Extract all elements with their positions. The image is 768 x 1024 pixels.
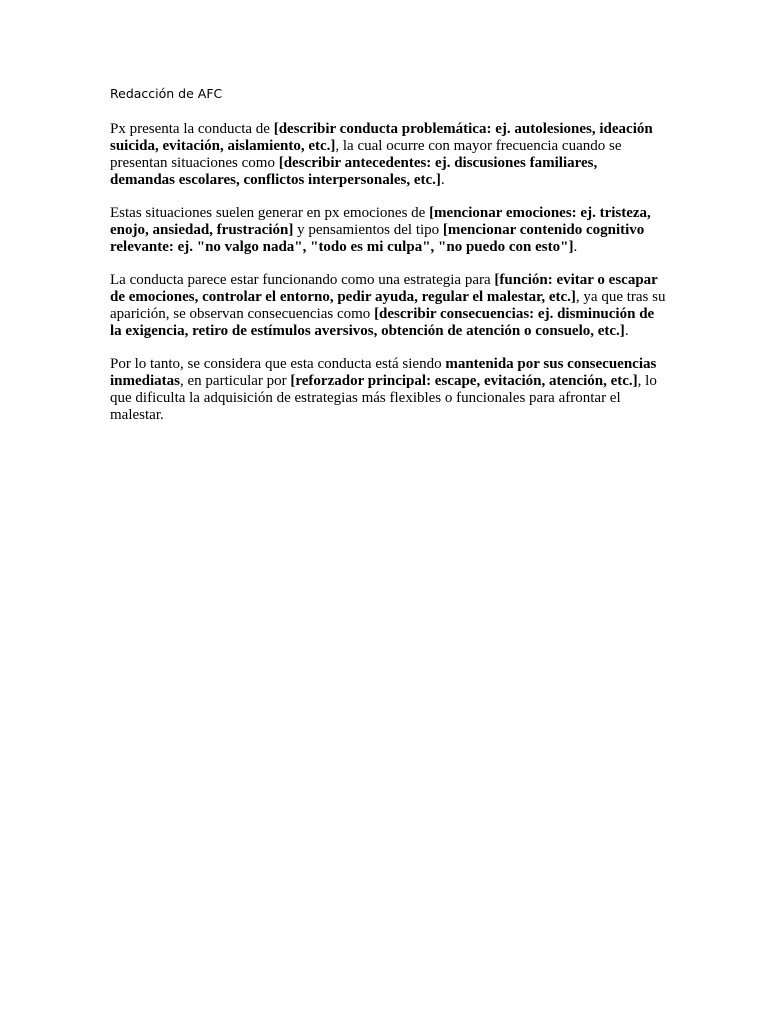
text-segment: , lo que dificulta la adquisición de estrategias más flexibles o funcionales para afrontar el malestar. xyxy=(110,373,657,423)
document-body xyxy=(110,121,666,440)
text-segment: , la cual ocurre con mayor frecuencia cuando se presentan situaciones como xyxy=(110,138,622,171)
paragraph-emotions xyxy=(110,205,666,256)
paragraph-conclusion xyxy=(110,356,666,424)
text-segment: Por lo tanto, se considera que esta conducta está siendo xyxy=(110,356,446,372)
bold-segment: [describir antecedentes: ej. discusiones familiares, demandas escolares, conflictos interpersonales, etc.] xyxy=(110,155,598,188)
bold-segment: [función: evitar o escapar de emociones, controlar el entorno, pedir ayuda, regular el malestar, etc.] xyxy=(110,272,658,305)
text-segment: Estas situaciones suelen generar en px emociones de xyxy=(110,205,430,221)
text-segment: La conducta parece estar funcionando como una estrategia para xyxy=(110,272,495,288)
text-segment: y pensamientos del tipo xyxy=(293,222,443,238)
text-segment: . xyxy=(624,323,629,339)
bold-segment: mantenida por sus consecuencias inmediatas xyxy=(110,356,657,389)
text-segment: Px presenta la conducta de xyxy=(110,121,274,137)
text-segment: . xyxy=(573,239,578,255)
paragraph-behavior xyxy=(110,121,666,189)
bold-segment: [mencionar contenido cognitivo relevante: ej. "no valgo nada", "todo es mi culpa", "no puedo con esto"] xyxy=(110,222,645,255)
text-segment: , en particular por xyxy=(180,373,291,389)
text-segment: , ya que tras su aparición, se observan consecuencias como xyxy=(110,289,666,322)
text-segment: . xyxy=(440,172,445,188)
bold-segment: [describir consecuencias: ej. disminución de la exigencia, retiro de estímulos aversivos, obtención de atención o consuelo, etc.] xyxy=(110,306,655,339)
bold-segment: [reforzador principal: escape, evitación, atención, etc.] xyxy=(290,373,638,389)
document-heading: Redacción de AFC xyxy=(110,86,223,101)
bold-segment: [mencionar emociones: ej. tristeza, enojo, ansiedad, frustración] xyxy=(110,205,651,238)
bold-segment: [describir conducta problemática: ej. autolesiones, ideación suicida, evitación, aislamiento, etc.] xyxy=(110,121,653,154)
paragraph-function xyxy=(110,272,666,340)
